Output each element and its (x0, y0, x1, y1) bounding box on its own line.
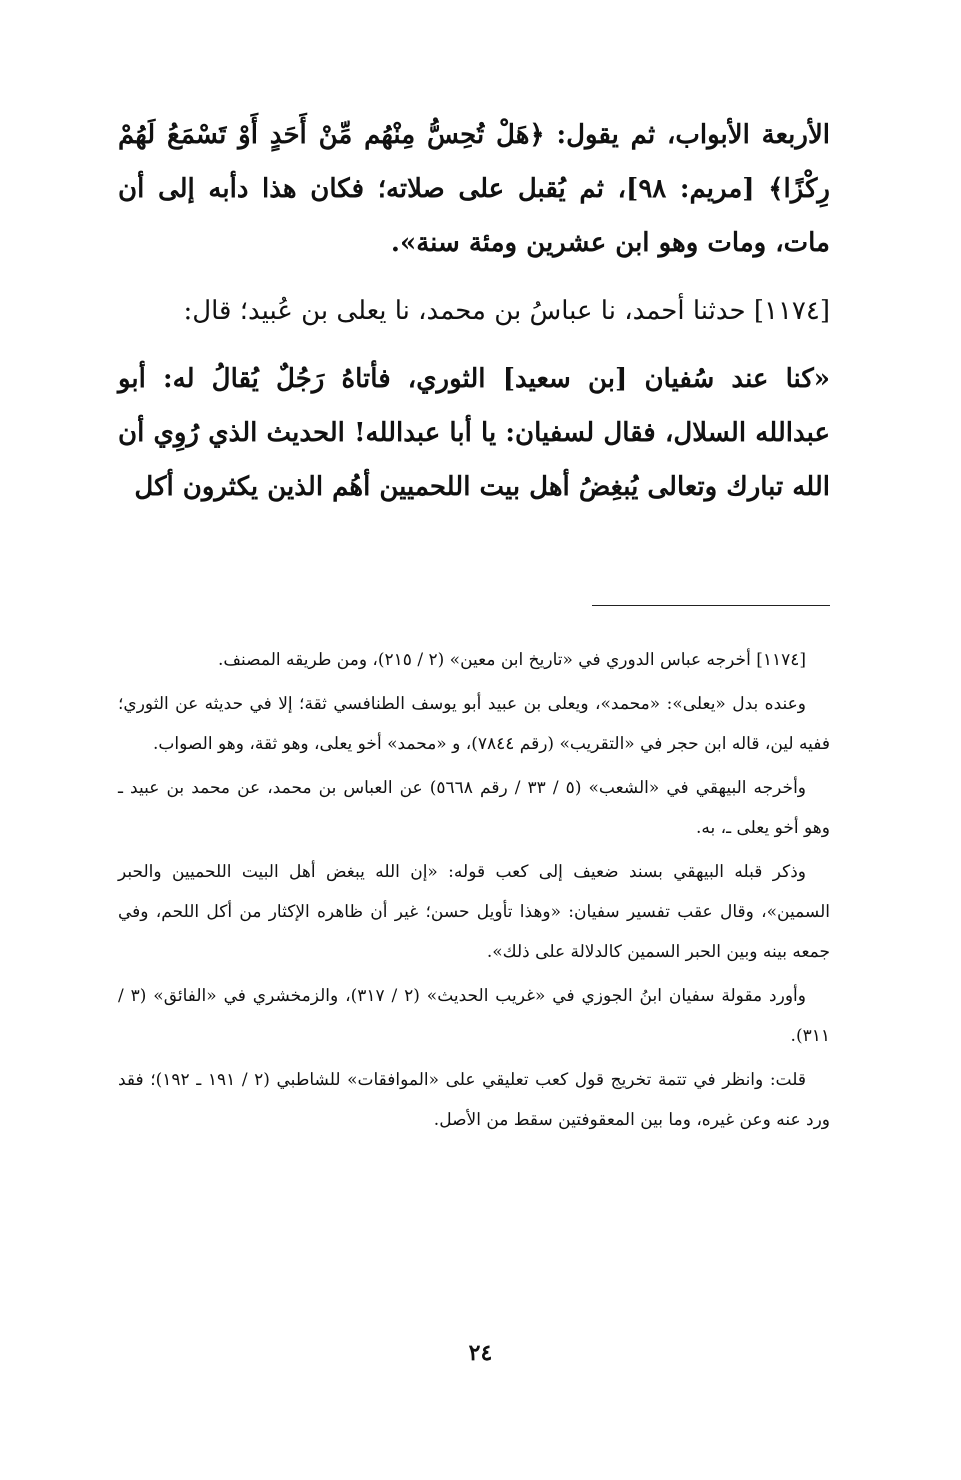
footnote-5: وأورد مقولة سفيان ابنُ الجوزي في «غريب الحديث» (٢ / ٣١٧)، والزمخشري في «الفائق» (٣ / ٣١١). (118, 986, 830, 1046)
footnote-2: وعنده بدل «يعلى»: «محمد»، ويعلى بن عبيد أبو يوسف الطنافسي ثقة؛ إلا في حديثه عن الثوري؛ ففيه لين، قاله ابن حجر في «التقريب» (رقم ٧٨٤٤)، و «محمد» أخو يعلى، وهو ثقة، وهو الصواب. (118, 694, 830, 754)
main-paragraph-quote-ending: الأربعة الأبواب، ثم يقول: ﴿هَلْ تُحِسُّ مِنْهُم مِّنْ أَحَدٍ أَوْ تَسْمَعُ لَهُمْ رِكْزًا﴾ [مريم: ٩٨]، ثم يُقبل على صلاته؛ فكان هذا دأبه إلى أن مات، ومات وهو ابن عشرين ومئة سنة». (118, 120, 830, 258)
main-paragraph-isnad: [١١٧٤] حدثنا أحمد، نا عباسُ بن محمد، نا يعلى بن عُبيد؛ قال: (183, 296, 830, 326)
main-paragraph-narration: «كنا عند سُفيان [بن سعيد] الثوري، فأتاهُ رَجُلٌ يُقالُ له: أبو عبدالله السلال، فقال لسفيان: يا أبا عبدالله! الحديث الذي رُوِي أن الله تبارك وتعالى يُبغِضُ أهل بيت اللحميين أهُم الذين يكثرون أكل (118, 364, 830, 502)
footnote-4: وذكر قبله البيهقي بسند ضعيف إلى كعب قوله: «إن الله يبغض أهل البيت اللحميين والحبر السمين»، وقال عقب تفسير سفيان: «وهذا تأويل حسن؛ غير أن ظاهره الإكثار من أكل اللحم، وفي جمعه بينه وبين الحبر السمين كالدلالة على ذلك». (118, 862, 830, 962)
footnote-divider (592, 605, 830, 606)
footnotes-block (118, 640, 830, 1140)
footnote-3: وأخرجه البيهقي في «الشعب» (٥ / ٣٣ / رقم ٥٦٦٨) عن العباس بن محمد، عن محمد بن عبيد ـ وهو أخو يعلى ـ، به. (118, 778, 830, 838)
footnote-1: [١١٧٤] أخرجه عباس الدوري في «تاريخ ابن معين» (٢ / ٢١٥)، ومن طريقه المصنف. (218, 650, 806, 670)
page-number: ٢٤ (468, 1340, 493, 1366)
main-text-block (118, 108, 830, 514)
footnote-6: قلت: وانظر في تتمة تخريج قول كعب تعليقي على «الموافقات» للشاطبي (٢ / ١٩١ ـ ١٩٢)؛ فقد ورد عنه وعن غيره، وما بين المعقوفتين سقط من الأصل. (118, 1070, 830, 1130)
